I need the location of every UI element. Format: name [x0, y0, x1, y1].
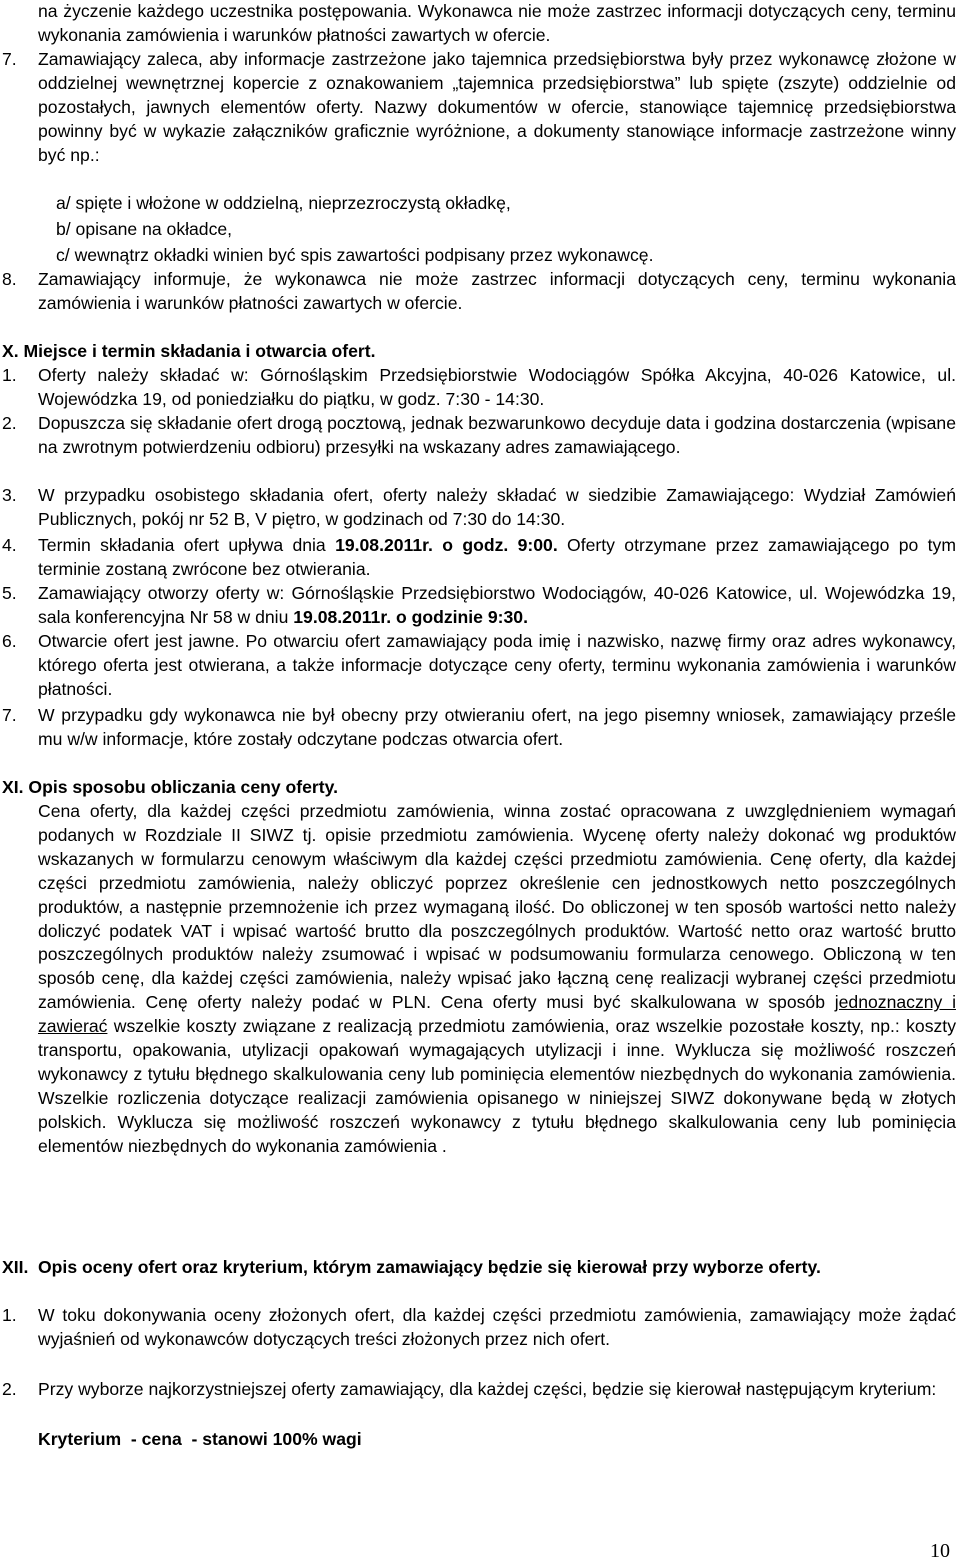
section-xii-item-2: [2, 1378, 956, 1402]
item-number: 5.: [2, 583, 17, 603]
section-x-item-7: [2, 704, 956, 752]
section-xii-item-1: [2, 1304, 956, 1352]
section-title: Opis oceny ofert oraz kryterium, którym zamawiający będzie się kierował przy wyborze oferty.: [38, 1257, 821, 1277]
opening-datetime: 19.08.2011r. o godzinie 9:30.: [293, 606, 528, 627]
sub-item-a: a/ spięte i włożone w oddzielną, nieprzezroczystą okładkę,: [56, 193, 511, 213]
item-number: 7.: [2, 49, 17, 69]
section-xi-body: [38, 800, 956, 1159]
section-x-item-4: [2, 534, 956, 582]
section-x-item-2: [2, 412, 956, 460]
item-number: 2.: [2, 1379, 17, 1399]
section-x-item-3: [2, 484, 956, 532]
sub-item-b: b/ opisane na okładce,: [56, 219, 233, 239]
item-number: 1.: [2, 1305, 17, 1325]
item-text: Oferty należy składać w: Górnośląskim Przedsiębiorstwie Wodociągów Spółka Akcyjna, 40-026 Katowice, ul. Wojewódzka 19, od poniedziałku do piątku, w godz. 7:30 - 14:30.: [38, 365, 956, 409]
section-x-item-5: [2, 582, 956, 630]
section-number: XII.: [2, 1257, 29, 1277]
item-number: 6.: [2, 631, 17, 651]
section-x-heading: X. Miejsce i termin składania i otwarcia ofert.: [2, 341, 376, 361]
item-number: 8.: [2, 269, 17, 289]
item-number: 1.: [2, 365, 17, 385]
item-text: Otwarcie ofert jest jawne. Po otwarciu ofert zamawiający poda imię i nazwisko, nazwę firmy oraz adres wykonawcy, którego oferta jest otwierana, a także informacje dotyczące ceny oferty, terminu wykonania zamówienia i warunków płatności.: [38, 631, 956, 699]
item-text: W przypadku gdy wykonawca nie był obecny przy otwieraniu ofert, na jego pisemny wniosek, zamawiający prześle mu w/w informacje, które zostały odczytane podczas otwarcia ofert.: [38, 705, 956, 749]
paragraph-part: wszelkie koszty związane z realizacją przedmiotu zamówienia, oraz wszelkie pozostałe koszty, np.: koszty transportu, opakowania, utylizacji opakowań wymagających utylizacji i inne. Wyklucza się możliwość roszczeń wykonawcy z tytułu błędnego skalkulowania ceny lub pominięcia elementów niezbędnych do wykonania zamówienia. Wszelkie rozliczenia dotyczące realizacji zamówienia opisanego w niniejszej SIWZ dokonywane będą w złotych polskich. Wyklucza się możliwość roszczeń wykonawcy z tytułu błędnego skalkulowania ceny lub pominięcia elementów niezbędnych do wykonania zamówienia .: [38, 1016, 956, 1156]
item-number: 4.: [2, 535, 17, 555]
item-text: W przypadku osobistego składania ofert, oferty należy składać w siedzibie Zamawiającego: Wydział Zamówień Publicznych, pokój nr 52 B, V piętro, w godzinach od 7:30 do 14:30.: [38, 485, 956, 529]
item-text: Przy wyborze najkorzystniejszej oferty zamawiający, dla każdej części, będzie się kierował następującym kryterium:: [38, 1379, 937, 1399]
item-text: Zamawiający informuje, że wykonawca nie może zastrzec informacji dotyczących ceny, terminu wykonania zamówienia i warunków płatności zawartych w ofercie.: [38, 269, 956, 313]
section-x-item-1: [2, 364, 956, 412]
item-text-part: Termin składania ofert upływa dnia: [38, 535, 336, 555]
criterion-line: Kryterium - cena - stanowi 100% wagi: [38, 1429, 362, 1449]
section-xii-heading: [2, 1256, 956, 1280]
item-text: [38, 582, 956, 630]
item-number: 7.: [2, 705, 17, 725]
item-number: 2.: [2, 413, 17, 433]
page-number: 10: [930, 1540, 950, 1562]
item-text: W toku dokonywania oceny złożonych ofert, dla każdej części przedmiotu zamówienia, zamawiający może żądać wyjaśnień od wykonawców dotyczących treści złożonych przez nich ofert.: [38, 1305, 956, 1349]
item-text-part: Zamawiający otworzy oferty w: Górnośląskie Przedsiębiorstwo Wodociągów, 40-026 Katowice, ul. Wojewódzka 19, sala konferencyjna Nr 58 w dniu: [38, 583, 956, 627]
item-text-part: Oferty otrzymane przez zamawiającego po tym terminie zostaną zwrócone bez otwierania.: [38, 535, 956, 579]
item-text: Dopuszcza się składanie ofert drogą pocztową, jednak bezwarunkowo decyduje data i godzina dostarczenia (wpisane na zwrotnym potwierdzeniu odbioru) przesyłki na wskazany adres zamawiającego.: [38, 413, 956, 457]
paragraph-part: Cena oferty, dla każdej części przedmiotu zamówienia, winna zostać opracowana z uwzględnieniem wymagań podanych w Rozdziale II SIWZ tj. opisie przedmiotu zamówienia. Wycenę oferty należy dokonać wg produktów wskazanych w formularzu cenowym właściwym dla każdej części przedmiotu zamówienia. Cenę oferty, dla każdej części przedmiotu zamówienia, należy obliczyć poprzez określenie cen jednostkowych netto poszczególnych produktów, a następnie przemnożenie ich przez wymaganą ilość. Do obliczonej w ten sposób wartości netto należy doliczyć podatek VAT i wpisać wartość brutto dla poszczególnych produktów. Wartość netto oraz wartość brutto poszczególnych produktów należy zsumować i wpisać w podsumowaniu formularza cenowego. Obliczoną w ten sposób cenę, dla każdej części zamówienia, należy wpisać jako łączną cenę realizacji wybranej części przedmiotu zamówienia. Cenę oferty należy podać w PLN. Cena oferty musi być skalkulowana w sposób: [38, 801, 956, 1013]
underlined-phrase: jednoznaczny i zawierać: [38, 992, 956, 1037]
sub-item-c: c/ wewnątrz okładki winien być spis zawartości podpisany przez wykonawcę.: [56, 245, 654, 265]
list-item-7: [2, 48, 956, 168]
continuation-paragraph: na życzenie każdego uczestnika postępowania. Wykonawca nie może zastrzec informacji dotyczących ceny, terminu wykonania zamówienia i warunków płatności zawartych w ofercie.: [38, 1, 956, 45]
list-item-8: [2, 268, 956, 316]
deadline-datetime: 19.08.2011r. o godz. 9:00.: [335, 535, 558, 555]
section-xi-heading: XI. Opis sposobu obliczania ceny oferty.: [2, 777, 338, 797]
item-text: Zamawiający zaleca, aby informacje zastrzeżone jako tajemnica przedsiębiorstwa były przez wykonawcę złożone w oddzielnej wewnętrznej kopercie z oznakowaniem „tajemnica przedsiębiorstwa” lub spięte (zszyte) oddzielnie od pozostałych, jawnych elementów oferty. Nazwy dokumentów w ofercie, stanowiące tajemnicę przedsiębiorstwa powinny być w wykazie załączników graficznie wyróżnione, a dokumenty stanowiące informacje zastrzeżone winny być np.:: [38, 49, 956, 165]
section-x-item-6: [2, 630, 956, 702]
item-number: 3.: [2, 485, 17, 505]
item-text: [38, 534, 956, 582]
